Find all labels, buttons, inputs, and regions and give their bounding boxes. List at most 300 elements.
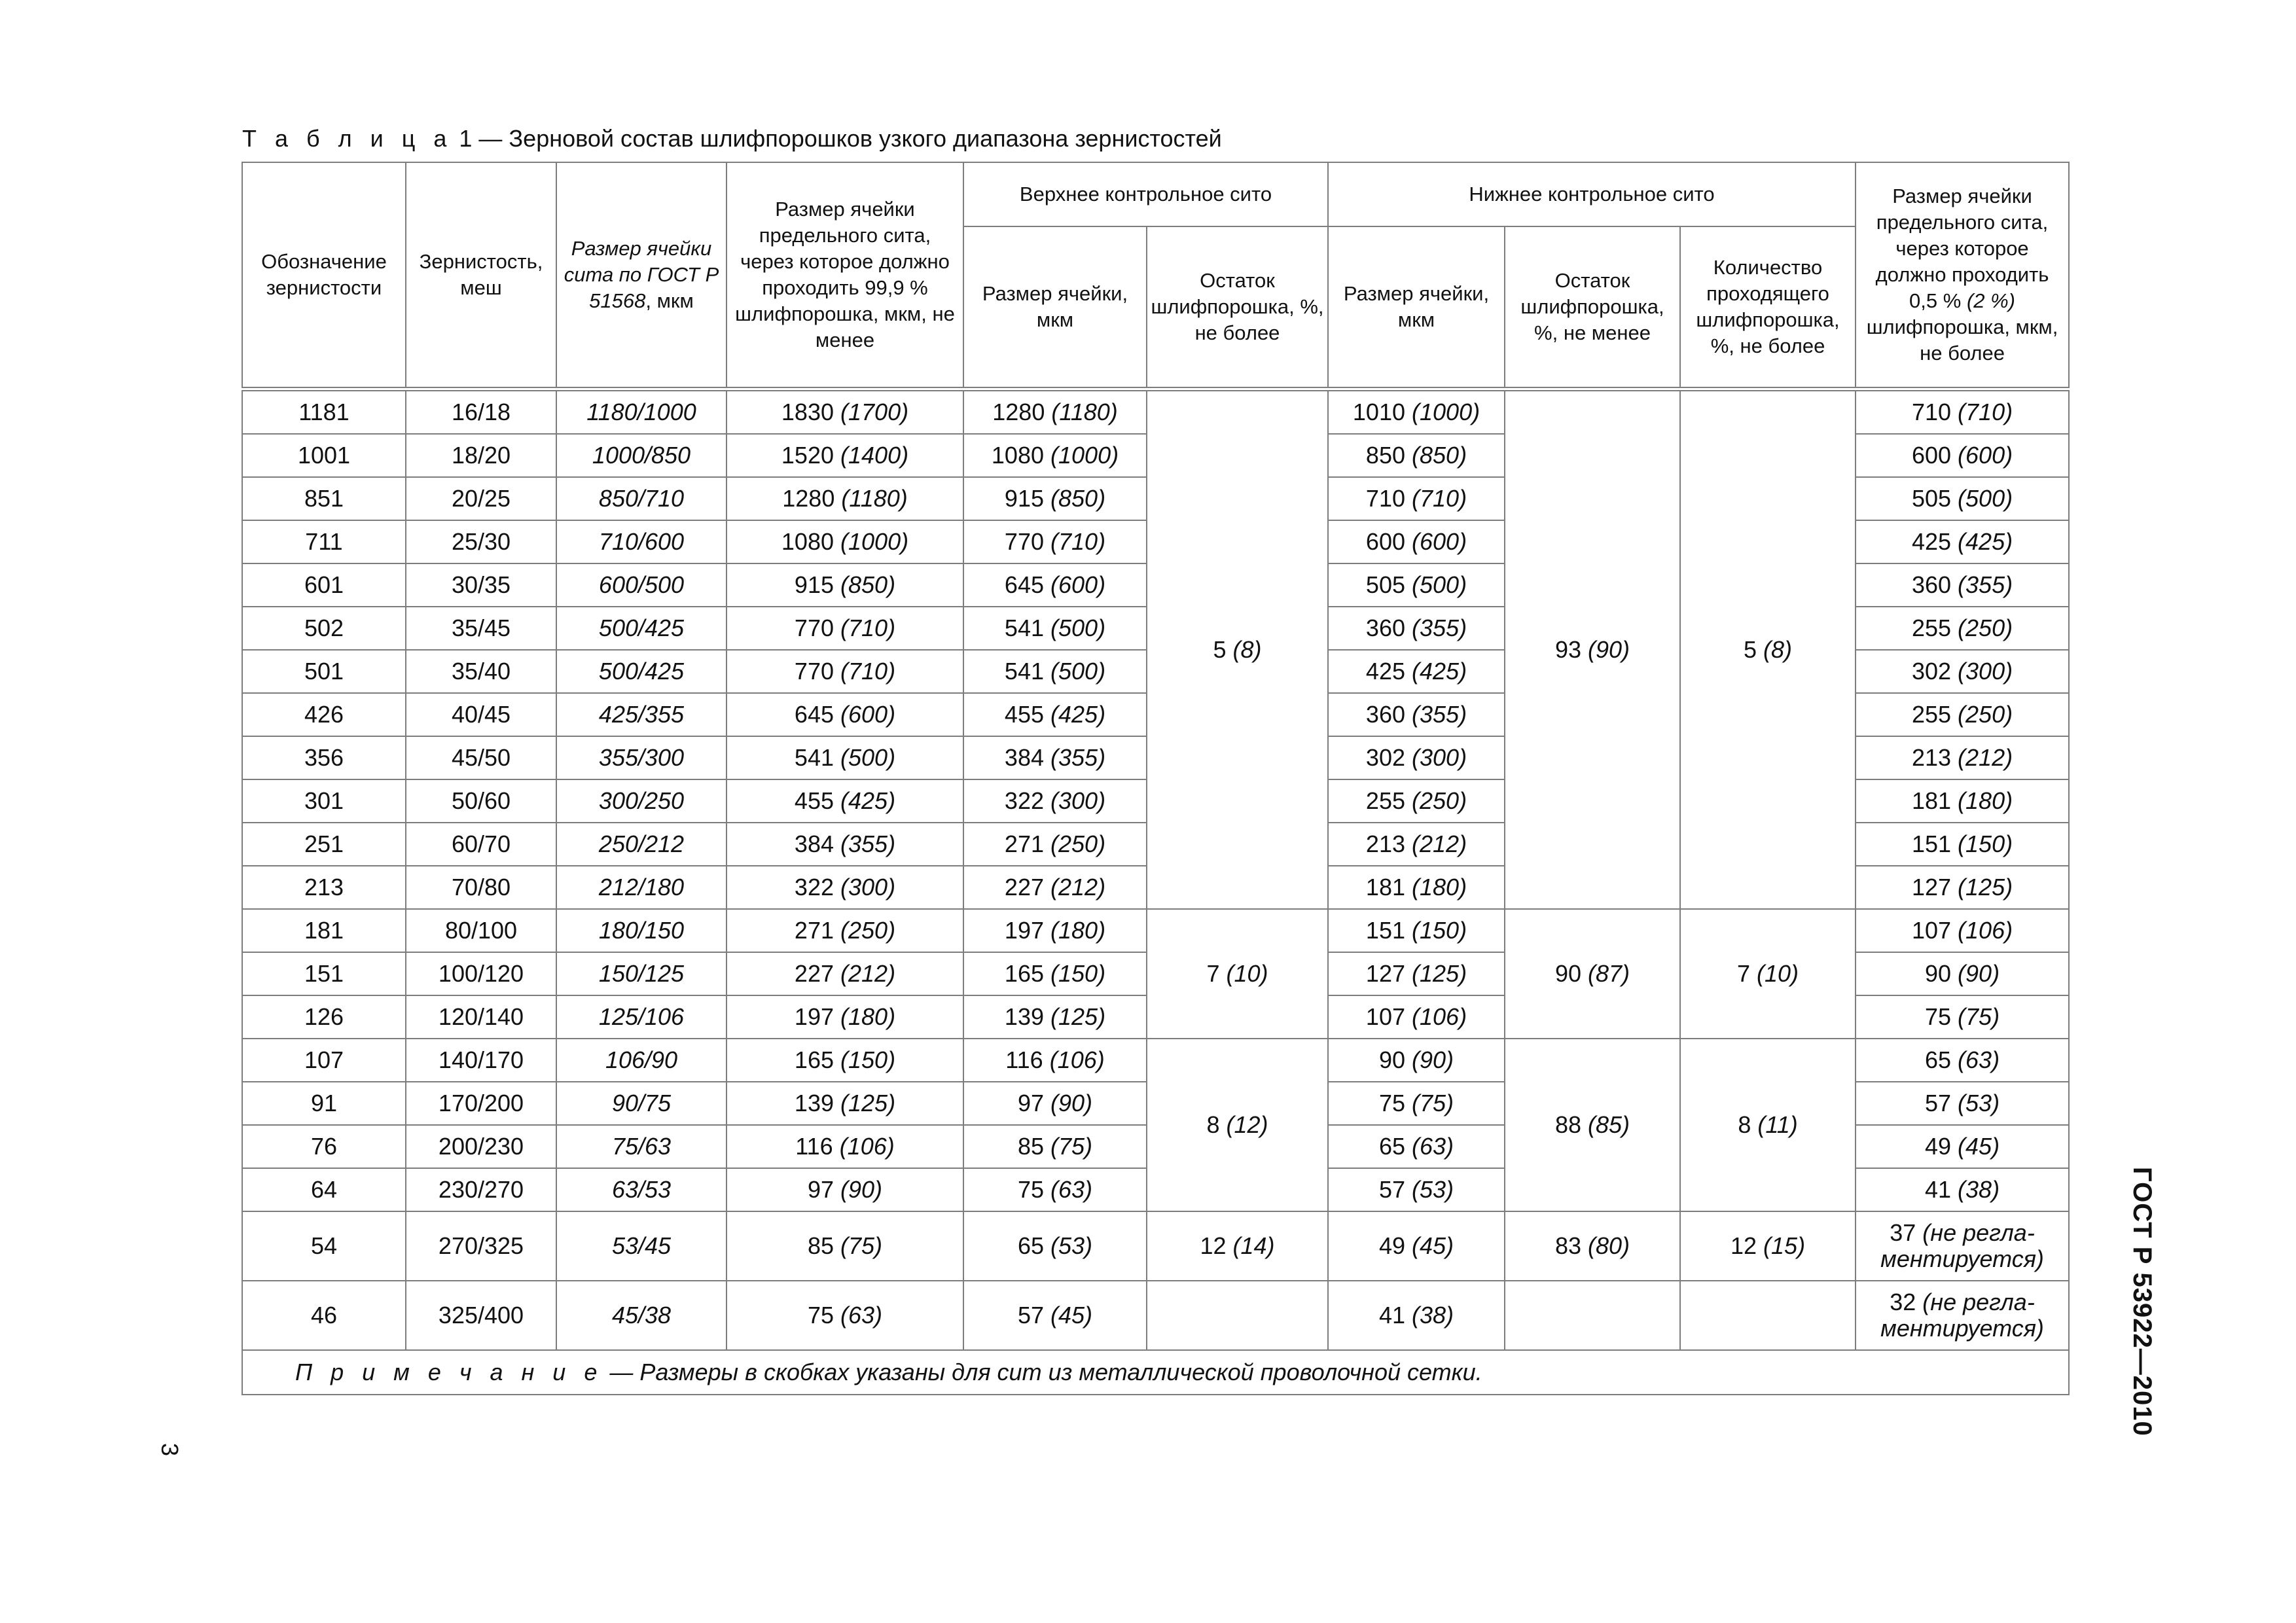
cell-limit-05 — [1856, 866, 2069, 909]
value-wire: (150) — [1958, 830, 2013, 857]
value-wire: (63) — [1412, 1132, 1454, 1160]
value: 1830 — [781, 398, 834, 425]
value-wire: (250) — [1412, 787, 1467, 814]
cell-designation: 151 — [242, 952, 406, 995]
value: 75 — [1017, 1175, 1044, 1203]
cell-mesh-gost: 45/38 — [556, 1281, 726, 1350]
value-wire: (не регламентируется) — [1880, 1288, 2044, 1342]
value-wire: (212) — [1412, 830, 1467, 857]
cell-lower-residue-empty — [1505, 1281, 1680, 1350]
value-wire: (150) — [1050, 959, 1106, 987]
value: 1280 — [992, 398, 1045, 425]
cell-limit-05 — [1856, 650, 2069, 693]
value: 541 — [1004, 614, 1044, 641]
value: 271 — [1004, 830, 1044, 857]
cell-limit-999 — [726, 909, 963, 952]
value: 360 — [1365, 700, 1405, 728]
value: 770 — [794, 614, 834, 641]
value-wire: (355) — [1412, 700, 1467, 728]
value: 302 — [1911, 657, 1952, 685]
value: 165 — [794, 1046, 834, 1073]
value-wire: (106) — [1049, 1046, 1105, 1073]
value-wire: (1180) — [1051, 398, 1118, 425]
cell-lower-cell — [1328, 1125, 1505, 1168]
cell-designation: 356 — [242, 736, 406, 779]
value: 455 — [794, 787, 834, 814]
value: 90 — [1924, 959, 1952, 987]
value: 197 — [794, 1003, 834, 1030]
value: 12 — [1730, 1232, 1757, 1259]
cell-limit-999 — [726, 389, 963, 434]
cell-upper-cell — [963, 909, 1147, 952]
cell-mesh-gost: 1180/1000 — [556, 389, 726, 434]
value-wire: (125) — [1050, 1003, 1106, 1030]
value: 41 — [1378, 1301, 1405, 1329]
value: 271 — [794, 916, 834, 944]
value-wire: (53) — [1412, 1175, 1454, 1203]
cell-grit-mesh: 140/170 — [406, 1039, 556, 1082]
value: 151 — [1365, 916, 1405, 944]
value: 850 — [1365, 441, 1405, 469]
value: 57 — [1017, 1301, 1044, 1329]
cell-limit-05 — [1856, 693, 2069, 736]
value: 1280 — [782, 484, 835, 512]
value: 49 — [1378, 1232, 1405, 1259]
value-wire: (212) — [840, 959, 896, 987]
cell-upper-cell — [963, 477, 1147, 520]
value-wire: (10) — [1757, 959, 1799, 987]
value: 710 — [1365, 484, 1405, 512]
cell-mesh-gost: 710/600 — [556, 520, 726, 563]
cell-upper-cell — [963, 866, 1147, 909]
cell-grit-mesh: 18/20 — [406, 434, 556, 477]
cell-limit-999 — [726, 1211, 963, 1281]
value-wire: (85) — [1588, 1111, 1630, 1138]
cell-limit-05 — [1856, 1168, 2069, 1211]
table-caption — [242, 124, 1222, 153]
value-wire: (87) — [1588, 959, 1630, 987]
header-limit-05-a: Размер ячейки предельного сита, через которое должно проходить 0,5 % — [1875, 184, 2049, 312]
cell-lower-cell — [1328, 650, 1505, 693]
cell-limit-999 — [726, 434, 963, 477]
value: 322 — [1004, 787, 1044, 814]
cell-lower-cell — [1328, 736, 1505, 779]
value-wire: (500) — [1958, 484, 2013, 512]
value-wire: (425) — [1958, 527, 2013, 555]
cell-upper-cell — [963, 1168, 1147, 1211]
cell-upper-cell — [963, 607, 1147, 650]
value: 37 — [1890, 1219, 1916, 1246]
cell-grit-mesh: 70/80 — [406, 866, 556, 909]
cell-upper-residue-empty — [1147, 1281, 1328, 1350]
page-number: 3 — [156, 1443, 183, 1457]
cell-upper-cell — [963, 952, 1147, 995]
cell-limit-05 — [1856, 736, 2069, 779]
cell-lower-cell — [1328, 434, 1505, 477]
value-wire: (75) — [1412, 1089, 1454, 1116]
value-wire: (850) — [840, 571, 896, 598]
cell-limit-999 — [726, 477, 963, 520]
value: 255 — [1911, 614, 1952, 641]
value-wire: (12) — [1226, 1111, 1268, 1138]
cell-designation: 107 — [242, 1039, 406, 1082]
cell-mesh-gost: 1000/850 — [556, 434, 726, 477]
cell-mesh-gost: 500/425 — [556, 607, 726, 650]
cell-lower-residue — [1505, 1039, 1680, 1211]
value: 360 — [1365, 614, 1405, 641]
value: 645 — [794, 700, 834, 728]
value: 322 — [794, 873, 834, 901]
value: 57 — [1378, 1175, 1405, 1203]
table-row — [242, 1281, 2069, 1350]
cell-mesh-gost: 250/212 — [556, 823, 726, 866]
value: 8 — [1206, 1111, 1220, 1138]
value-wire: (850) — [1050, 484, 1106, 512]
cell-limit-05 — [1856, 1281, 2069, 1350]
cell-lower-pass-empty — [1680, 1281, 1856, 1350]
header-upper-cell: Размер ячейки, мкм — [963, 226, 1147, 389]
cell-lower-cell — [1328, 563, 1505, 607]
cell-designation: 181 — [242, 909, 406, 952]
cell-grit-mesh: 170/200 — [406, 1082, 556, 1125]
value-wire: (212) — [1958, 743, 2013, 771]
value: 90 — [1378, 1046, 1405, 1073]
cell-designation: 91 — [242, 1082, 406, 1125]
header-lower-pass: Количество проходящего шлифпорошка, %, не более — [1680, 226, 1856, 389]
value-wire: (38) — [1412, 1301, 1454, 1329]
value-wire: (15) — [1763, 1232, 1806, 1259]
value: 425 — [1911, 527, 1952, 555]
header-mesh-gost-text: Размер ячейки сита по ГОСТ Р 51568 — [564, 236, 719, 312]
value-wire: (80) — [1588, 1232, 1630, 1259]
value-wire: (180) — [1958, 787, 2013, 814]
value: 915 — [794, 571, 834, 598]
value-wire: (45) — [1050, 1301, 1093, 1329]
header-limit-05-b: (2 %) — [1966, 289, 2016, 312]
cell-lower-cell — [1328, 909, 1505, 952]
value: 49 — [1924, 1132, 1952, 1160]
value-wire: (355) — [1412, 614, 1467, 641]
value: 770 — [1004, 527, 1044, 555]
cell-upper-cell — [963, 1082, 1147, 1125]
cell-grit-mesh: 40/45 — [406, 693, 556, 736]
value: 181 — [1911, 787, 1952, 814]
cell-designation: 301 — [242, 779, 406, 823]
value: 88 — [1554, 1111, 1581, 1138]
cell-lower-cell — [1328, 952, 1505, 995]
value: 1520 — [781, 441, 834, 469]
value-wire: (1400) — [840, 441, 909, 469]
value-wire: (1000) — [840, 527, 909, 555]
value-wire: (300) — [840, 873, 896, 901]
cell-lower-cell — [1328, 389, 1505, 434]
cell-limit-05 — [1856, 952, 2069, 995]
cell-mesh-gost: 425/355 — [556, 693, 726, 736]
cell-designation: 502 — [242, 607, 406, 650]
value: 7 — [1736, 959, 1750, 987]
header-upper-residue: Остаток шлифпорошка, %, не более — [1147, 226, 1328, 389]
cell-upper-cell — [963, 434, 1147, 477]
value: 90 — [1554, 959, 1581, 987]
value: 107 — [1365, 1003, 1405, 1030]
value: 139 — [794, 1089, 834, 1116]
value: 65 — [1924, 1046, 1952, 1073]
cell-grit-mesh: 25/30 — [406, 520, 556, 563]
value: 5 — [1213, 635, 1227, 663]
value: 255 — [1365, 787, 1405, 814]
value: 770 — [794, 657, 834, 685]
value: 1080 — [991, 441, 1044, 469]
cell-designation: 64 — [242, 1168, 406, 1211]
value-wire: (500) — [840, 743, 896, 771]
value-wire: (8) — [1763, 635, 1793, 663]
value-wire: (425) — [1050, 700, 1106, 728]
value: 455 — [1004, 700, 1044, 728]
cell-upper-cell — [963, 823, 1147, 866]
value-wire: (355) — [840, 830, 896, 857]
value: 505 — [1911, 484, 1952, 512]
value: 107 — [1911, 916, 1952, 944]
value-wire: (106) — [839, 1132, 895, 1160]
value: 181 — [1365, 873, 1405, 901]
value: 93 — [1554, 635, 1581, 663]
cell-designation: 711 — [242, 520, 406, 563]
value-wire: (180) — [840, 1003, 896, 1030]
cell-limit-05 — [1856, 1039, 2069, 1082]
value-wire: (710) — [1958, 398, 2013, 425]
header-upper-sieve: Верхнее контрольное сито — [963, 162, 1328, 226]
cell-mesh-gost: 75/63 — [556, 1125, 726, 1168]
header-limit-05-c: шлифпорошка, мкм, не более — [1866, 315, 2058, 365]
value-wire: (63) — [1958, 1046, 2000, 1073]
value: 57 — [1924, 1089, 1952, 1116]
cell-limit-05 — [1856, 823, 2069, 866]
value: 1010 — [1352, 398, 1405, 425]
caption-label: Т а б л и ц а — [242, 125, 453, 152]
header-mesh-gost — [556, 162, 726, 389]
cell-limit-999 — [726, 650, 963, 693]
value-wire: (14) — [1232, 1232, 1275, 1259]
value-wire: (75) — [840, 1232, 883, 1259]
value-wire: (10) — [1226, 959, 1268, 987]
cell-designation: 46 — [242, 1281, 406, 1350]
cell-mesh-gost: 63/53 — [556, 1168, 726, 1211]
value: 116 — [1005, 1046, 1043, 1073]
value-wire: (355) — [1050, 743, 1106, 771]
table-row — [242, 909, 2069, 952]
cell-upper-residue — [1147, 909, 1328, 1039]
value-wire: (90) — [840, 1175, 883, 1203]
value-wire: (63) — [840, 1301, 883, 1329]
value-wire: (300) — [1958, 657, 2013, 685]
value-wire: (425) — [840, 787, 896, 814]
cell-grit-mesh: 270/325 — [406, 1211, 556, 1281]
value: 165 — [1004, 959, 1044, 987]
value-wire: (250) — [840, 916, 896, 944]
cell-designation: 851 — [242, 477, 406, 520]
cell-lower-cell — [1328, 823, 1505, 866]
cell-upper-cell — [963, 389, 1147, 434]
value-wire: (500) — [1412, 571, 1467, 598]
value: 384 — [1004, 743, 1044, 771]
cell-grit-mesh: 60/70 — [406, 823, 556, 866]
value-wire: (не регламентируется) — [1880, 1219, 2044, 1272]
value-wire: (125) — [1412, 959, 1467, 987]
cell-lower-cell — [1328, 995, 1505, 1039]
value: 600 — [1911, 441, 1952, 469]
cell-lower-cell — [1328, 520, 1505, 563]
cell-limit-999 — [726, 1281, 963, 1350]
value-wire: (75) — [1050, 1132, 1093, 1160]
value-wire: (63) — [1050, 1175, 1093, 1203]
header-grit-mesh: Зернистость, меш — [406, 162, 556, 389]
value-wire: (212) — [1050, 873, 1106, 901]
value: 127 — [1911, 873, 1952, 901]
header-lower-residue: Остаток шлифпорошка, %, не менее — [1505, 226, 1680, 389]
cell-limit-05 — [1856, 520, 2069, 563]
table-row — [242, 389, 2069, 434]
cell-mesh-gost: 90/75 — [556, 1082, 726, 1125]
value: 12 — [1200, 1232, 1227, 1259]
value-wire: (53) — [1958, 1089, 2000, 1116]
cell-grit-mesh: 230/270 — [406, 1168, 556, 1211]
cell-mesh-gost: 53/45 — [556, 1211, 726, 1281]
value: 65 — [1017, 1232, 1044, 1259]
cell-designation: 1001 — [242, 434, 406, 477]
value: 5 — [1743, 635, 1757, 663]
cell-lower-pass — [1680, 1211, 1856, 1281]
cell-mesh-gost: 600/500 — [556, 563, 726, 607]
header-designation: Обозначение зернистости — [242, 162, 406, 389]
cell-limit-05 — [1856, 434, 2069, 477]
value-wire: (38) — [1958, 1175, 2000, 1203]
value-wire: (710) — [1412, 484, 1467, 512]
value-wire: (1000) — [1050, 441, 1119, 469]
value: 116 — [795, 1132, 833, 1160]
cell-designation: 501 — [242, 650, 406, 693]
cell-lower-pass — [1680, 1039, 1856, 1211]
cell-designation: 213 — [242, 866, 406, 909]
value-wire: (8) — [1232, 635, 1262, 663]
cell-limit-05 — [1856, 909, 2069, 952]
cell-lower-cell — [1328, 607, 1505, 650]
value: 65 — [1378, 1132, 1405, 1160]
cell-grit-mesh: 16/18 — [406, 389, 556, 434]
table-note — [242, 1350, 2069, 1395]
value: 97 — [1017, 1089, 1044, 1116]
cell-grit-mesh: 80/100 — [406, 909, 556, 952]
cell-upper-residue — [1147, 389, 1328, 909]
cell-limit-999 — [726, 823, 963, 866]
value: 360 — [1911, 571, 1952, 598]
cell-limit-05 — [1856, 563, 2069, 607]
cell-upper-cell — [963, 1211, 1147, 1281]
cell-mesh-gost: 212/180 — [556, 866, 726, 909]
value-wire: (45) — [1412, 1232, 1454, 1259]
value: 85 — [1017, 1132, 1044, 1160]
value-wire: (125) — [1958, 873, 2013, 901]
cell-limit-999 — [726, 520, 963, 563]
cell-grit-mesh: 35/45 — [406, 607, 556, 650]
header-limit-sieve-05 — [1856, 162, 2069, 389]
value: 41 — [1924, 1175, 1952, 1203]
cell-grit-mesh: 325/400 — [406, 1281, 556, 1350]
value-wire: (125) — [840, 1089, 896, 1116]
value: 915 — [1004, 484, 1044, 512]
value-wire: (355) — [1958, 571, 2013, 598]
cell-limit-05 — [1856, 607, 2069, 650]
value: 85 — [807, 1232, 834, 1259]
value: 710 — [1911, 398, 1952, 425]
value: 384 — [794, 830, 834, 857]
value-wire: (710) — [840, 614, 896, 641]
note-text: — Размеры в скобках указаны для сит из металлической проволочной сетки. — [603, 1358, 1482, 1385]
value-wire: (600) — [1412, 527, 1467, 555]
value: 645 — [1004, 571, 1044, 598]
value-wire: (90) — [1958, 959, 2000, 987]
cell-limit-999 — [726, 563, 963, 607]
cell-upper-cell — [963, 693, 1147, 736]
value-wire: (90) — [1050, 1089, 1093, 1116]
cell-limit-05 — [1856, 1211, 2069, 1281]
value-wire: (150) — [1412, 916, 1467, 944]
value: 541 — [794, 743, 834, 771]
cell-lower-cell — [1328, 779, 1505, 823]
cell-limit-999 — [726, 1039, 963, 1082]
value: 127 — [1365, 959, 1405, 987]
cell-limit-05 — [1856, 477, 2069, 520]
value-wire: (250) — [1050, 830, 1106, 857]
value-wire: (600) — [1050, 571, 1106, 598]
value: 213 — [1365, 830, 1405, 857]
value: 8 — [1738, 1111, 1751, 1138]
value-wire: (45) — [1958, 1132, 2000, 1160]
cell-designation: 1181 — [242, 389, 406, 434]
value: 75 — [807, 1301, 834, 1329]
cell-lower-pass — [1680, 389, 1856, 909]
value-wire: (850) — [1412, 441, 1467, 469]
value: 213 — [1911, 743, 1952, 771]
cell-designation: 126 — [242, 995, 406, 1039]
value-wire: (710) — [1050, 527, 1106, 555]
cell-limit-05 — [1856, 995, 2069, 1039]
value-wire: (500) — [1050, 657, 1106, 685]
cell-limit-999 — [726, 1082, 963, 1125]
cell-mesh-gost: 355/300 — [556, 736, 726, 779]
value-wire: (150) — [840, 1046, 896, 1073]
cell-limit-999 — [726, 736, 963, 779]
cell-grit-mesh: 30/35 — [406, 563, 556, 607]
cell-upper-cell — [963, 736, 1147, 779]
cell-lower-cell — [1328, 866, 1505, 909]
value-wire: (53) — [1050, 1232, 1093, 1259]
standard-designation: ГОСТ Р 53922—2010 — [2128, 1167, 2157, 1436]
value: 1080 — [781, 527, 834, 555]
cell-mesh-gost: 180/150 — [556, 909, 726, 952]
value-wire: (11) — [1757, 1111, 1798, 1138]
cell-limit-999 — [726, 779, 963, 823]
cell-lower-residue — [1505, 909, 1680, 1039]
cell-lower-cell — [1328, 1211, 1505, 1281]
cell-designation: 426 — [242, 693, 406, 736]
value: 255 — [1911, 700, 1952, 728]
cell-limit-999 — [726, 1125, 963, 1168]
value: 75 — [1378, 1089, 1405, 1116]
value-wire: (710) — [840, 657, 896, 685]
table-row — [242, 1211, 2069, 1281]
value: 302 — [1365, 743, 1405, 771]
cell-grit-mesh: 35/40 — [406, 650, 556, 693]
